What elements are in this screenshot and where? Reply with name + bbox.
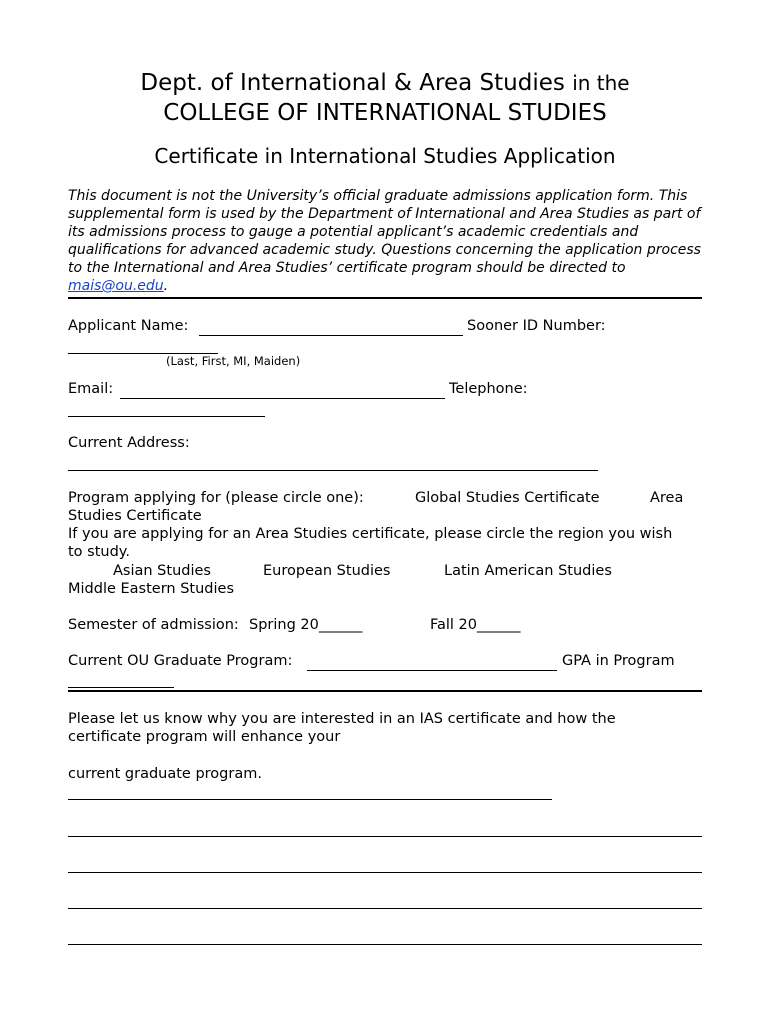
telephone-label: Telephone:: [449, 381, 528, 397]
email-label: Email:: [68, 381, 114, 397]
option-area-studies[interactable]: Area: [650, 490, 684, 506]
option-area-studies-cont[interactable]: Studies Certificate: [68, 508, 202, 524]
college-heading: COLLEGE OF INTERNATIONAL STUDIES: [163, 100, 607, 126]
form-title: Certificate in International Studies Application: [154, 144, 616, 168]
current-address-label: Current Address:: [68, 435, 190, 451]
region-prompt: If you are applying for an Area Studies certificate, please circle the region you wish: [68, 526, 673, 542]
intro-paragraph: [68, 187, 708, 295]
current-program-field[interactable]: [307, 670, 557, 671]
intro-text: This document is not the University’s official graduate admissions application form. This supplemental form is used by the Department of International and Area Studies as part of its admissions process to gauge a potential applicant’s academic credentials and qualifications for advanced academic study. Questions concerning the application process to the International and Area Studies’ certificate program should be directed to: [68, 188, 701, 276]
essay-line[interactable]: [68, 872, 702, 873]
essay-prompt-end: current graduate program.: [68, 766, 262, 782]
essay-prompt: Please let us know why you are interested in an IAS certificate and how the: [68, 711, 616, 727]
applicant-name-label: Applicant Name:: [68, 318, 189, 334]
section-divider-2: [68, 690, 702, 692]
in-the-text: in the: [572, 71, 630, 95]
region-asian-studies[interactable]: Asian Studies: [113, 563, 211, 579]
name-format-hint: (Last, First, MI, Maiden): [166, 354, 301, 368]
semester-fall-field[interactable]: Fall 20______: [430, 617, 521, 633]
intro-end: .: [163, 278, 169, 294]
section-divider: [68, 297, 702, 299]
essay-prompt-cont: certificate program will enhance your: [68, 729, 341, 745]
contact-email-link[interactable]: mais@ou.edu: [68, 278, 164, 294]
semester-label: Semester of admission:: [68, 617, 239, 633]
program-applying-label: Program applying for (please circle one):: [68, 490, 364, 506]
gpa-label: GPA in Program: [562, 653, 675, 669]
dept-name: Dept. of International & Area Studies: [140, 70, 565, 96]
essay-line[interactable]: [68, 836, 702, 837]
sooner-id-label: Sooner ID Number:: [467, 318, 606, 334]
telephone-field[interactable]: [68, 416, 265, 417]
essay-line[interactable]: [68, 944, 702, 945]
region-middle-eastern-studies[interactable]: Middle Eastern Studies: [68, 581, 235, 597]
gpa-field[interactable]: [68, 687, 174, 688]
option-global-studies[interactable]: Global Studies Certificate: [415, 490, 600, 506]
region-latin-american-studies[interactable]: Latin American Studies: [444, 563, 612, 579]
essay-line[interactable]: [68, 799, 552, 800]
current-program-label: Current OU Graduate Program:: [68, 653, 293, 669]
region-european-studies[interactable]: European Studies: [263, 563, 391, 579]
applicant-name-field[interactable]: [199, 335, 463, 336]
region-prompt-cont: to study.: [68, 544, 130, 560]
current-address-field[interactable]: [68, 470, 598, 471]
semester-spring-field[interactable]: Spring 20______: [249, 617, 363, 633]
dept-heading: [0, 70, 770, 96]
essay-line[interactable]: [68, 908, 702, 909]
email-field[interactable]: [120, 398, 445, 399]
